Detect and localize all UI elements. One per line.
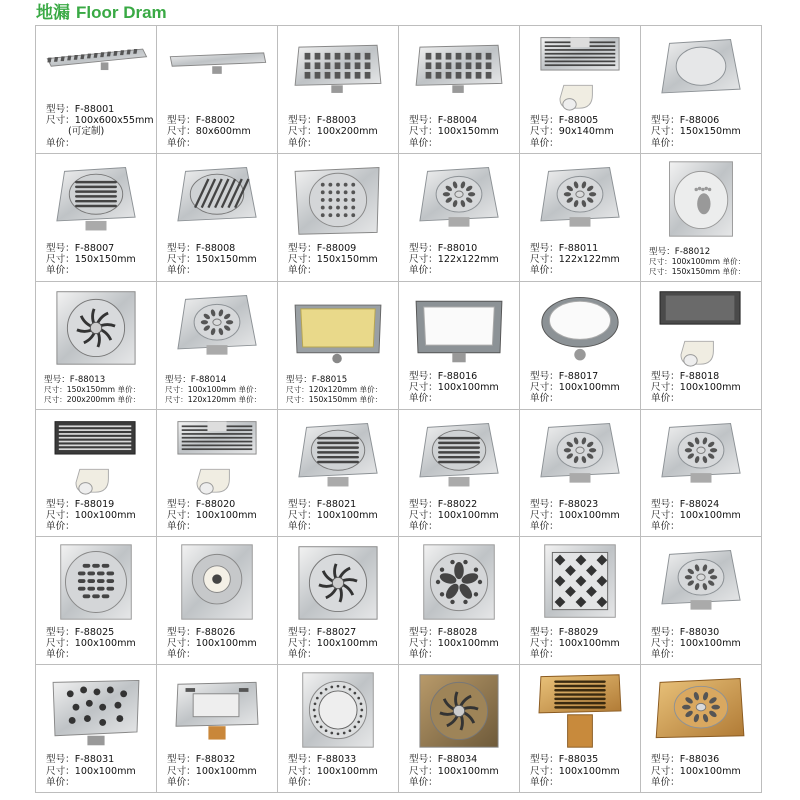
product-card [399, 26, 520, 154]
product-card [520, 154, 641, 282]
model-number: 型号：F-88015 [286, 375, 348, 386]
size-price-line: 尺寸：120x120mm 单价： [286, 385, 383, 395]
size-label: 尺寸：100x100mm [651, 382, 741, 394]
product-info [46, 627, 154, 661]
model-number: 型号：F-88013 [44, 375, 106, 386]
size-label: 尺寸：100x100mm [167, 509, 257, 521]
model-number: 型号：F-88028 [409, 626, 478, 638]
size-label: 尺寸：100x100mm [651, 637, 741, 649]
product-info [167, 499, 275, 533]
size-label: 尺寸：100x100mm [651, 509, 741, 521]
title-chinese: 地漏 [36, 3, 70, 22]
size-label: 尺寸：100x100mm [530, 765, 620, 777]
product-info [651, 627, 759, 661]
model-number: 型号：F-88006 [651, 115, 720, 127]
product-card [36, 26, 157, 154]
product-card [36, 282, 157, 410]
product-info [651, 754, 759, 788]
product-card [641, 154, 762, 282]
product-card [157, 26, 278, 154]
model-number: 型号：F-88003 [288, 115, 357, 127]
round-bar-grate-icon [405, 414, 513, 496]
product-info [288, 627, 396, 661]
product-card [278, 665, 399, 793]
product-info [165, 375, 275, 404]
price-label: 单价： [46, 137, 75, 149]
price-label: 单价： [409, 776, 438, 788]
product-info [530, 115, 638, 149]
oval-slots-grate-icon [42, 541, 150, 623]
size-label: 尺寸：100x100mm [288, 509, 378, 521]
price-label: 单价： [530, 648, 559, 660]
product-info [651, 499, 759, 533]
swirl-grate-icon [42, 286, 150, 368]
product-info [46, 104, 154, 149]
model-number: 型号：F-88002 [167, 115, 236, 127]
solid-cover-icon [647, 30, 755, 112]
product-card [641, 665, 762, 793]
product-card [36, 154, 157, 282]
model-number: 型号：F-88007 [46, 243, 115, 255]
model-number: 型号：F-88035 [530, 754, 599, 766]
price-label: 单价： [409, 393, 438, 405]
size-price-line: 尺寸：150x150mm 单价： [286, 394, 383, 404]
round-tile-insert-icon [526, 286, 634, 368]
round-bar-grate-icon [42, 158, 150, 240]
bar-grate-trap-icon [163, 414, 271, 496]
page-title [36, 2, 167, 24]
product-card [157, 537, 278, 665]
footprint-cover-icon [647, 158, 755, 240]
price-label: 单价： [46, 776, 75, 788]
size-label: 尺寸：122x122mm [530, 254, 620, 266]
petal-grate-icon [526, 414, 634, 496]
bronze-swirl-grate-icon [405, 669, 513, 751]
model-number: 型号：F-88017 [530, 370, 599, 382]
size-label: 尺寸：100x100mm [530, 509, 620, 521]
size-price-line: 尺寸：200x200mm 单价： [44, 394, 141, 404]
dark-bar-grate-trap-icon [42, 414, 150, 496]
product-info [409, 627, 517, 661]
dot-grate-icon [42, 669, 150, 751]
price-label: 单价： [46, 521, 75, 533]
size-label: 尺寸：150x150mm [167, 254, 257, 266]
round-bar-grate-icon [284, 414, 392, 496]
product-card [641, 26, 762, 154]
product-info [44, 375, 154, 404]
product-info [46, 754, 154, 788]
product-card [399, 665, 520, 793]
model-number: 型号：F-88019 [46, 498, 115, 510]
title-english: Floor Dram [76, 3, 167, 22]
flower-grate-icon [405, 541, 513, 623]
size-label: 尺寸：100x100mm [46, 637, 136, 649]
model-number: 型号：F-88004 [409, 115, 478, 127]
product-card [520, 26, 641, 154]
product-card [399, 282, 520, 410]
price-label: 单价： [409, 648, 438, 660]
size-price-line: 尺寸：100x100mm 单价： [649, 257, 746, 267]
product-card [36, 665, 157, 793]
product-info [409, 371, 517, 405]
product-info [409, 499, 517, 533]
product-info [288, 499, 396, 533]
tile-insert-icon [284, 286, 392, 368]
product-info [288, 243, 396, 277]
linear-drain-slots-icon [42, 30, 150, 112]
product-info [167, 243, 275, 277]
price-label: 单价： [167, 776, 196, 788]
model-number: 型号：F-88024 [651, 498, 720, 510]
product-card [641, 410, 762, 538]
price-label: 单价： [530, 521, 559, 533]
product-card [36, 410, 157, 538]
product-card [520, 282, 641, 410]
price-label: 单价： [651, 393, 680, 405]
product-info [409, 115, 517, 149]
price-label: 单价： [46, 265, 75, 277]
gold-petal-grate-icon [647, 669, 755, 751]
product-info [530, 371, 638, 405]
price-label: 单价： [651, 137, 680, 149]
diagonal-bar-grate-icon [163, 158, 271, 240]
dark-insert-trap-icon [647, 286, 755, 368]
tile-insert-white-icon [405, 286, 513, 368]
product-card [157, 154, 278, 282]
price-label: 单价： [530, 265, 559, 277]
model-number: 型号：F-88012 [649, 247, 711, 258]
product-card [520, 537, 641, 665]
price-label: 单价： [409, 521, 438, 533]
model-number: 型号：F-88021 [288, 498, 357, 510]
model-number: 型号：F-88036 [651, 754, 720, 766]
size-label: 尺寸：100x100mm [651, 765, 741, 777]
size-label: 尺寸：90x140mm [530, 126, 614, 138]
gold-bar-grate-icon [526, 669, 634, 751]
open-drain-icon [163, 541, 271, 623]
model-number: 型号：F-88020 [167, 498, 236, 510]
size-label: 尺寸：100x100mm [46, 509, 136, 521]
square-pattern-grate-icon [526, 541, 634, 623]
model-number: 型号：F-88011 [530, 243, 599, 255]
product-card [157, 282, 278, 410]
size-label: 尺寸：100x600x55mm [46, 115, 154, 127]
model-number: 型号：F-88022 [409, 498, 478, 510]
size-label: 尺寸：122x122mm [409, 254, 499, 266]
bar-grate-trap-icon [526, 30, 634, 112]
price-label: 单价： [409, 265, 438, 277]
product-info [46, 499, 154, 533]
product-card [278, 410, 399, 538]
product-info [46, 243, 154, 277]
product-card [641, 282, 762, 410]
price-label: 单价： [46, 648, 75, 660]
price-label: 单价： [651, 776, 680, 788]
product-info [530, 499, 638, 533]
price-label: 单价： [530, 393, 559, 405]
hole-grate-icon [284, 158, 392, 240]
swirl-grate-icon [284, 541, 392, 623]
model-number: 型号：F-88008 [167, 243, 236, 255]
size-label: 尺寸：100x100mm [167, 637, 257, 649]
price-label: 单价： [409, 137, 438, 149]
product-info [288, 754, 396, 788]
model-number: 型号：F-88014 [165, 375, 227, 386]
product-card [399, 154, 520, 282]
product-grid [35, 25, 762, 793]
product-info [651, 115, 759, 149]
model-number: 型号：F-88016 [409, 370, 478, 382]
price-label: 单价： [651, 521, 680, 533]
model-number: 型号：F-88010 [409, 243, 478, 255]
product-info [409, 754, 517, 788]
linear-drain-plain-icon [163, 30, 271, 112]
product-info [649, 247, 759, 276]
size-label: 尺寸：100x100mm [409, 637, 499, 649]
size-label: 尺寸：100x100mm [530, 637, 620, 649]
product-card [36, 537, 157, 665]
product-card [520, 665, 641, 793]
price-label: 单价： [288, 265, 317, 277]
size-label: 尺寸：100x100mm [46, 765, 136, 777]
model-number: 型号：F-88009 [288, 243, 357, 255]
product-card [520, 410, 641, 538]
price-label: 单价： [167, 137, 196, 149]
model-number: 型号：F-88027 [288, 626, 357, 638]
size-price-line: 尺寸：150x150mm 单价： [649, 267, 746, 277]
price-label: 单价： [167, 265, 196, 277]
product-info [286, 375, 396, 404]
model-number: 型号：F-88029 [530, 626, 599, 638]
size-label: 尺寸：100x150mm [409, 126, 499, 138]
product-card [157, 410, 278, 538]
product-info [530, 243, 638, 277]
product-info [651, 371, 759, 405]
petal-grate-icon [163, 286, 271, 368]
product-info [167, 115, 275, 149]
petal-grate-icon [405, 158, 513, 240]
size-label: 尺寸：80x600mm [167, 126, 251, 138]
product-info [530, 754, 638, 788]
size-price-line: 尺寸：100x100mm 单价： [165, 385, 262, 395]
model-number: 型号：F-88032 [167, 754, 236, 766]
model-number: 型号：F-88026 [167, 626, 236, 638]
petal-grate-icon [526, 158, 634, 240]
product-card [278, 154, 399, 282]
model-number: 型号：F-88025 [46, 626, 115, 638]
rect-slots-grate-icon [405, 30, 513, 112]
price-label: 单价： [167, 648, 196, 660]
size-label: 尺寸：150x150mm [46, 254, 136, 266]
model-number: 型号：F-88031 [46, 754, 115, 766]
price-label: 单价： [530, 776, 559, 788]
product-card [399, 410, 520, 538]
size-label: 尺寸：100x100mm [409, 509, 499, 521]
size-price-line: 尺寸：120x120mm 单价： [165, 394, 262, 404]
size-label: 尺寸：100x100mm [409, 765, 499, 777]
price-label: 单价： [288, 137, 317, 149]
price-label: 单价： [651, 648, 680, 660]
product-info [167, 754, 275, 788]
product-info [409, 243, 517, 277]
petal-grate-icon [647, 414, 755, 496]
product-info [288, 115, 396, 149]
model-number: 型号：F-88023 [530, 498, 599, 510]
product-card [278, 282, 399, 410]
product-info [167, 627, 275, 661]
size-label: 尺寸：100x100mm [288, 765, 378, 777]
size-label: 尺寸：150x150mm [651, 126, 741, 138]
notched-cover-icon [163, 669, 271, 751]
rect-slots-grate-icon [284, 30, 392, 112]
product-card [157, 665, 278, 793]
size-label: 尺寸：100x100mm [288, 637, 378, 649]
size-price-line: 尺寸：150x150mm 单价： [44, 385, 141, 395]
size-label: 尺寸：100x100mm [530, 382, 620, 394]
price-label: 单价： [530, 137, 559, 149]
size-label: 尺寸：100x100mm [167, 765, 257, 777]
price-label: 单价： [288, 776, 317, 788]
price-label: 单价： [167, 521, 196, 533]
model-number: 型号：F-88005 [530, 115, 599, 127]
model-number: 型号：F-88018 [651, 370, 720, 382]
size-label: 尺寸：150x150mm [288, 254, 378, 266]
price-label: 单价： [288, 648, 317, 660]
ring-cover-icon [284, 669, 392, 751]
petal-grate-icon [647, 541, 755, 623]
product-card [278, 537, 399, 665]
model-number: 型号：F-88034 [409, 754, 478, 766]
model-number: 型号：F-88030 [651, 626, 720, 638]
product-card [399, 537, 520, 665]
product-card [278, 26, 399, 154]
size-label: 尺寸：100x200mm [288, 126, 378, 138]
product-info [530, 627, 638, 661]
price-label: 单价： [288, 521, 317, 533]
size-label: (可定制) [68, 126, 105, 138]
size-label: 尺寸：100x100mm [409, 382, 499, 394]
model-number: 型号：F-88033 [288, 754, 357, 766]
product-card [641, 537, 762, 665]
model-number: 型号：F-88001 [46, 104, 115, 116]
